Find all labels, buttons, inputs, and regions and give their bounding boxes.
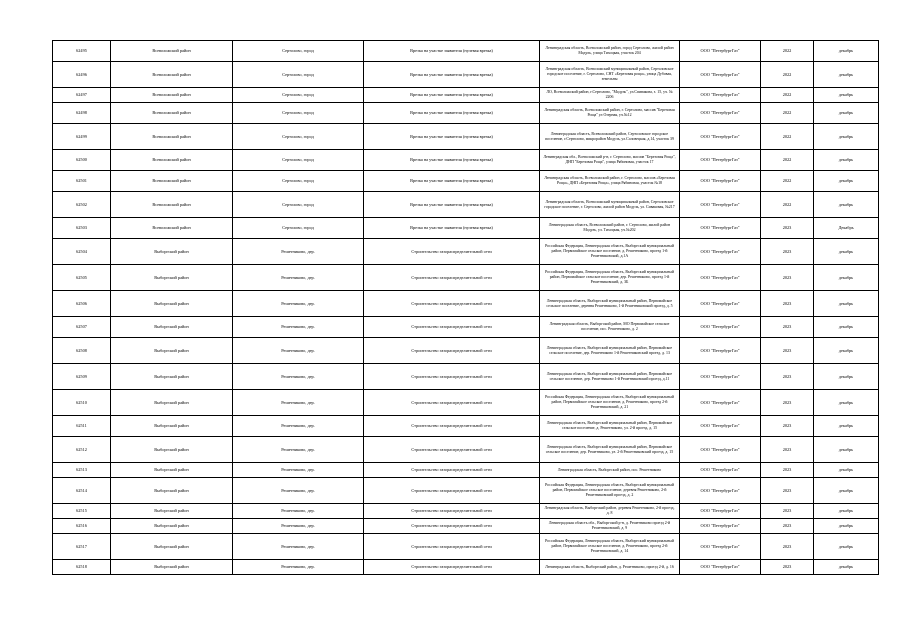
row-number-cell: 62514 [53,478,111,504]
month-cell: декабрь [814,463,879,478]
year-cell: 2023 [761,416,814,437]
address-cell: Российская Федерация, Ленинградская область, Выборгский муниципальный район, Первомайское сельское поселение, дер. Решетниково, проезд 1-й Решетниковский, д. 3Б [540,265,680,291]
year-cell: 2023 [761,239,814,265]
row-number-cell: 62512 [53,437,111,463]
table-row [53,265,879,291]
year-cell: 2022 [761,88,814,103]
month-cell: Декабрь [814,218,879,239]
work-type-cell: Врезка на участке заявителя (нулевая врезка) [364,218,540,239]
year-cell: 2023 [761,338,814,364]
row-number-cell: 62495 [53,41,111,62]
district-cell: Всеволожский район [111,103,233,124]
locality-cell: Сертолово, город [233,150,364,171]
work-type-cell: Строительство газораспределительной сети [364,437,540,463]
year-cell: 2022 [761,171,814,192]
month-cell: декабрь [814,560,879,575]
district-cell: Выборгский район [111,364,233,390]
organization-cell: ООО "ПетербургГаз" [680,265,761,291]
year-cell: 2022 [761,192,814,218]
table-row [53,239,879,265]
month-cell: декабрь [814,478,879,504]
address-cell: Ленинградская область, Выборгский муниципальный район, Первомайское сельское поселение, дер. Решетниково, ул. 2-й Решетниковский проезд, д. 15 [540,437,680,463]
row-number-cell: 62499 [53,124,111,150]
table-row [53,62,879,88]
district-cell: Выборгский район [111,463,233,478]
locality-cell: Сертолово, город [233,171,364,192]
table-row [53,390,879,416]
row-number-cell: 62498 [53,103,111,124]
table-row [53,103,879,124]
month-cell: декабрь [814,504,879,519]
district-cell: Выборгский район [111,317,233,338]
month-cell: декабрь [814,364,879,390]
work-type-cell: Строительство газораспределительной сети [364,504,540,519]
table-row [53,150,879,171]
address-cell: Ленинградская область, Всеволожский район, г. Сертолово, жилой район Модуль, ул. Тихоцкая, уч.№202 [540,218,680,239]
address-cell: ЛО, Всеволожский район, г.Сертолово, "Модуль", ул.Спивакова, з. 15, уч. № 2206 [540,88,680,103]
month-cell: декабрь [814,390,879,416]
work-type-cell: Врезка на участке заявителя (нулевая врезка) [364,41,540,62]
table-row [53,218,879,239]
table-row [53,338,879,364]
locality-cell: Решетниково, дер. [233,239,364,265]
work-type-cell: Врезка на участке заявителя (нулевая врезка) [364,150,540,171]
organization-cell: ООО "ПетербургГаз" [680,291,761,317]
address-cell: Ленинградская область, Выборгский район, деревня Решетниково, 2-й проезд, д. 8 [540,504,680,519]
month-cell: декабрь [814,192,879,218]
row-number-cell: 62518 [53,560,111,575]
address-cell: Российская Федерация, Ленинградская область, Выборгский муниципальный район, Первомайское сельское поселение, д. Решетниково, проезд 2-й Решетниковский, д. 21 [540,390,680,416]
year-cell: 2023 [761,390,814,416]
table-body [53,41,879,575]
address-cell: Ленинградская область, Всеволожский район, Сертоловское городское поселение, г.Сертолово, микрорайон Модуль, ул.Соловецкая, д.14, участок 39 [540,124,680,150]
organization-cell: ООО "ПетербургГаз" [680,390,761,416]
year-cell: 2023 [761,265,814,291]
row-number-cell: 62497 [53,88,111,103]
work-type-cell: Строительство газораспределительной сети [364,560,540,575]
locality-cell: Решетниково, дер. [233,504,364,519]
table-row [53,478,879,504]
month-cell: декабрь [814,103,879,124]
row-number-cell: 62502 [53,192,111,218]
row-number-cell: 62500 [53,150,111,171]
address-cell: Ленинградская область, Выборгский муниципальный район, Первомайское сельское поселение, д. Решетниково, ул. 2-й проезд, д. 15 [540,416,680,437]
document-page [52,40,878,575]
locality-cell: Решетниково, дер. [233,291,364,317]
row-number-cell: 62508 [53,338,111,364]
year-cell: 2023 [761,534,814,560]
work-type-cell: Строительство газораспределительной сети [364,239,540,265]
organization-cell: ООО "ПетербургГаз" [680,534,761,560]
row-number-cell: 62516 [53,519,111,534]
locality-cell: Решетниково, дер. [233,478,364,504]
organization-cell: ООО "ПетербургГаз" [680,239,761,265]
organization-cell: ООО "ПетербургГаз" [680,62,761,88]
organization-cell: ООО "ПетербургГаз" [680,192,761,218]
organization-cell: ООО "ПетербургГаз" [680,171,761,192]
work-type-cell: Строительство газораспределительной сети [364,338,540,364]
organization-cell: ООО "ПетербургГаз" [680,338,761,364]
address-cell: Ленинградская область, Всеволожский район, г. Сертолово, массив "Березовая Роща" ул Озерная, уч.№12 [540,103,680,124]
year-cell: 2023 [761,437,814,463]
row-number-cell: 62505 [53,265,111,291]
month-cell: декабрь [814,88,879,103]
district-cell: Всеволожский район [111,171,233,192]
district-cell: Всеволожский район [111,124,233,150]
year-cell: 2022 [761,103,814,124]
locality-cell: Сертолово, город [233,218,364,239]
row-number-cell: 62506 [53,291,111,317]
organization-cell: ООО "ПетербургГаз" [680,41,761,62]
year-cell: 2023 [761,317,814,338]
organization-cell: ООО "ПетербургГаз" [680,218,761,239]
work-type-cell: Строительство газораспределительной сети [364,317,540,338]
work-type-cell: Строительство газораспределительной сети [364,478,540,504]
address-cell: Ленинградская область обл., Выборгский р-н, д. Решетниково проезд 2-й Решетниковский, д. 9 [540,519,680,534]
table-row [53,41,879,62]
district-cell: Выборгский район [111,478,233,504]
month-cell: декабрь [814,416,879,437]
organization-cell: ООО "ПетербургГаз" [680,478,761,504]
locality-cell: Решетниково, дер. [233,416,364,437]
district-cell: Всеволожский район [111,41,233,62]
year-cell: 2022 [761,124,814,150]
organization-cell: ООО "ПетербургГаз" [680,150,761,171]
locality-cell: Решетниково, дер. [233,463,364,478]
table-row [53,534,879,560]
row-number-cell: 62510 [53,390,111,416]
district-cell: Выборгский район [111,534,233,560]
address-cell: Ленинградская область, Всеволожский район, город Сертолово, жилой район Модуль, улица Тихоцкая, участок 204 [540,41,680,62]
address-cell: Ленинградская область, Выборгский муниципальный район, Первомайское сельское поселение, деревня Решетниково, 1-й Решетниковский проезд, д. 5 [540,291,680,317]
locality-cell: Сертолово, город [233,88,364,103]
row-number-cell: 62496 [53,62,111,88]
year-cell: 2023 [761,463,814,478]
table-row [53,504,879,519]
year-cell: 2023 [761,291,814,317]
month-cell: декабрь [814,62,879,88]
month-cell: декабрь [814,338,879,364]
district-cell: Выборгский район [111,265,233,291]
locality-cell: Решетниково, дер. [233,560,364,575]
district-cell: Выборгский район [111,560,233,575]
organization-cell: ООО "ПетербургГаз" [680,437,761,463]
district-cell: Выборгский район [111,291,233,317]
organization-cell: ООО "ПетербургГаз" [680,88,761,103]
locality-cell: Решетниково, дер. [233,437,364,463]
year-cell: 2023 [761,364,814,390]
locality-cell: Сертолово, город [233,192,364,218]
year-cell: 2023 [761,560,814,575]
work-type-cell: Врезка на участке заявителя (нулевая врезка) [364,124,540,150]
address-cell: Ленинградская область, Выборгский район, д. Решетниково, проезд 2-й, д. 16 [540,560,680,575]
table-row [53,519,879,534]
gasification-table [52,40,879,575]
district-cell: Всеволожский район [111,88,233,103]
year-cell: 2022 [761,150,814,171]
district-cell: Выборгский район [111,504,233,519]
organization-cell: ООО "ПетербургГаз" [680,519,761,534]
address-cell: Ленинградская область, Всеволожский район, г. Сертолово, массив «Березовая Роща», ДНП «Березовая Роща», улица Рябиновая, участок №18 [540,171,680,192]
month-cell: декабрь [814,317,879,338]
address-cell: Российская Федерация, Ленинградская область, Выборгский муниципальный район, Первомайское сельское поселение, д. Решетниково, проезд 1-й Решетниковский, д.1А [540,239,680,265]
table-row [53,291,879,317]
work-type-cell: Врезка на участке заявителя (нулевая врезка) [364,62,540,88]
table-row [53,416,879,437]
district-cell: Выборгский район [111,338,233,364]
work-type-cell: Врезка на участке заявителя (нулевая врезка) [364,171,540,192]
organization-cell: ООО "ПетербургГаз" [680,560,761,575]
month-cell: декабрь [814,150,879,171]
year-cell: 2022 [761,62,814,88]
address-cell: Российская Федерация, Ленинградская область, Выборгский муниципальный район, Первомайское сельское поселение, д. Решетниково, проезд 2-й Решетниковский, д. 14 [540,534,680,560]
district-cell: Выборгский район [111,437,233,463]
locality-cell: Решетниково, дер. [233,534,364,560]
table-row [53,124,879,150]
year-cell: 2023 [761,218,814,239]
district-cell: Всеволожский район [111,218,233,239]
row-number-cell: 62511 [53,416,111,437]
district-cell: Всеволожский район [111,192,233,218]
locality-cell: Сертолово, город [233,62,364,88]
organization-cell: ООО "ПетербургГаз" [680,463,761,478]
district-cell: Всеволожский район [111,62,233,88]
table-row [53,560,879,575]
work-type-cell: Строительство газораспределительной сети [364,390,540,416]
locality-cell: Решетниково, дер. [233,317,364,338]
table-row [53,437,879,463]
organization-cell: ООО "ПетербургГаз" [680,364,761,390]
month-cell: декабрь [814,265,879,291]
work-type-cell: Строительство газораспределительной сети [364,463,540,478]
organization-cell: ООО "ПетербургГаз" [680,416,761,437]
district-cell: Выборгский район [111,519,233,534]
row-number-cell: 62513 [53,463,111,478]
locality-cell: Решетниково, дер. [233,364,364,390]
work-type-cell: Строительство газораспределительной сети [364,265,540,291]
organization-cell: ООО "ПетербургГаз" [680,317,761,338]
row-number-cell: 62515 [53,504,111,519]
work-type-cell: Строительство газораспределительной сети [364,291,540,317]
month-cell: декабрь [814,437,879,463]
address-cell: Ленинградская обл., Всеволожский р-н, г. Сертолово, массив "Березовая Роща", ДНП "Березовая Роща", улица Рябиновая, участок 17 [540,150,680,171]
table-row [53,463,879,478]
locality-cell: Решетниково, дер. [233,265,364,291]
address-cell: Ленинградская область, Выборгский муниципальный район, Первомайское сельское поселение, дер. Решетниково 1-й Решетниковский проезд, д. 13 [540,338,680,364]
address-cell: Ленинградская область, Всеволожский муниципальный район, Сертоловское городское поселение, г. Сертолово, СНТ «Березовая роща», улица Дубовая, земельны [540,62,680,88]
month-cell: декабрь [814,291,879,317]
year-cell: 2022 [761,41,814,62]
row-number-cell: 62503 [53,218,111,239]
address-cell: Ленинградская область, Всеволожский муниципальный район, Сертоловское городское поселение, г. Сертолово, жилой район Модуль, ул. Сиваковая, №217 [540,192,680,218]
month-cell: декабрь [814,239,879,265]
district-cell: Выборгский район [111,239,233,265]
address-cell: Ленинградская область, Выборгский муниципальный район, Первомайское сельское поселение, дер. Решетниково 1-й Решетниковский проезд, д.11 [540,364,680,390]
month-cell: декабрь [814,124,879,150]
row-number-cell: 62504 [53,239,111,265]
year-cell: 2023 [761,504,814,519]
locality-cell: Сертолово, город [233,124,364,150]
month-cell: декабрь [814,171,879,192]
work-type-cell: Врезка на участке заявителя (нулевая врезка) [364,103,540,124]
district-cell: Выборгский район [111,390,233,416]
row-number-cell: 62517 [53,534,111,560]
district-cell: Выборгский район [111,416,233,437]
organization-cell: ООО "ПетербургГаз" [680,504,761,519]
month-cell: декабрь [814,519,879,534]
locality-cell: Решетниково, дер. [233,338,364,364]
table-row [53,171,879,192]
organization-cell: ООО "ПетербургГаз" [680,103,761,124]
locality-cell: Решетниково, дер. [233,390,364,416]
organization-cell: ООО "ПетербургГаз" [680,124,761,150]
work-type-cell: Строительство газораспределительной сети [364,364,540,390]
row-number-cell: 62509 [53,364,111,390]
table-row [53,88,879,103]
table-row [53,364,879,390]
address-cell: Российская Федерация, Ленинградская область, Выборгский муниципальный район, Первомайское сельское поселение, деревня Решетниково, 2-й Решетниковский проезд, д. 2 [540,478,680,504]
year-cell: 2023 [761,478,814,504]
table-row [53,317,879,338]
month-cell: декабрь [814,534,879,560]
row-number-cell: 62501 [53,171,111,192]
month-cell: декабрь [814,41,879,62]
locality-cell: Сертолово, город [233,41,364,62]
address-cell: Ленинградская область, Выборгский район, пос. Решетниково [540,463,680,478]
address-cell: Ленинградская область, Выборгский район, МО Первомайское сельское поселение, пос. Решетниково, д. 2 [540,317,680,338]
locality-cell: Решетниково, дер. [233,519,364,534]
locality-cell: Сертолово, город [233,103,364,124]
work-type-cell: Врезка на участке заявителя (нулевая врезка) [364,88,540,103]
work-type-cell: Строительство газораспределительной сети [364,534,540,560]
work-type-cell: Строительство газораспределительной сети [364,416,540,437]
row-number-cell: 62507 [53,317,111,338]
work-type-cell: Врезка на участке заявителя (нулевая врезка) [364,192,540,218]
table-row [53,192,879,218]
year-cell: 2023 [761,519,814,534]
district-cell: Всеволожский район [111,150,233,171]
work-type-cell: Строительство газораспределительной сети [364,519,540,534]
